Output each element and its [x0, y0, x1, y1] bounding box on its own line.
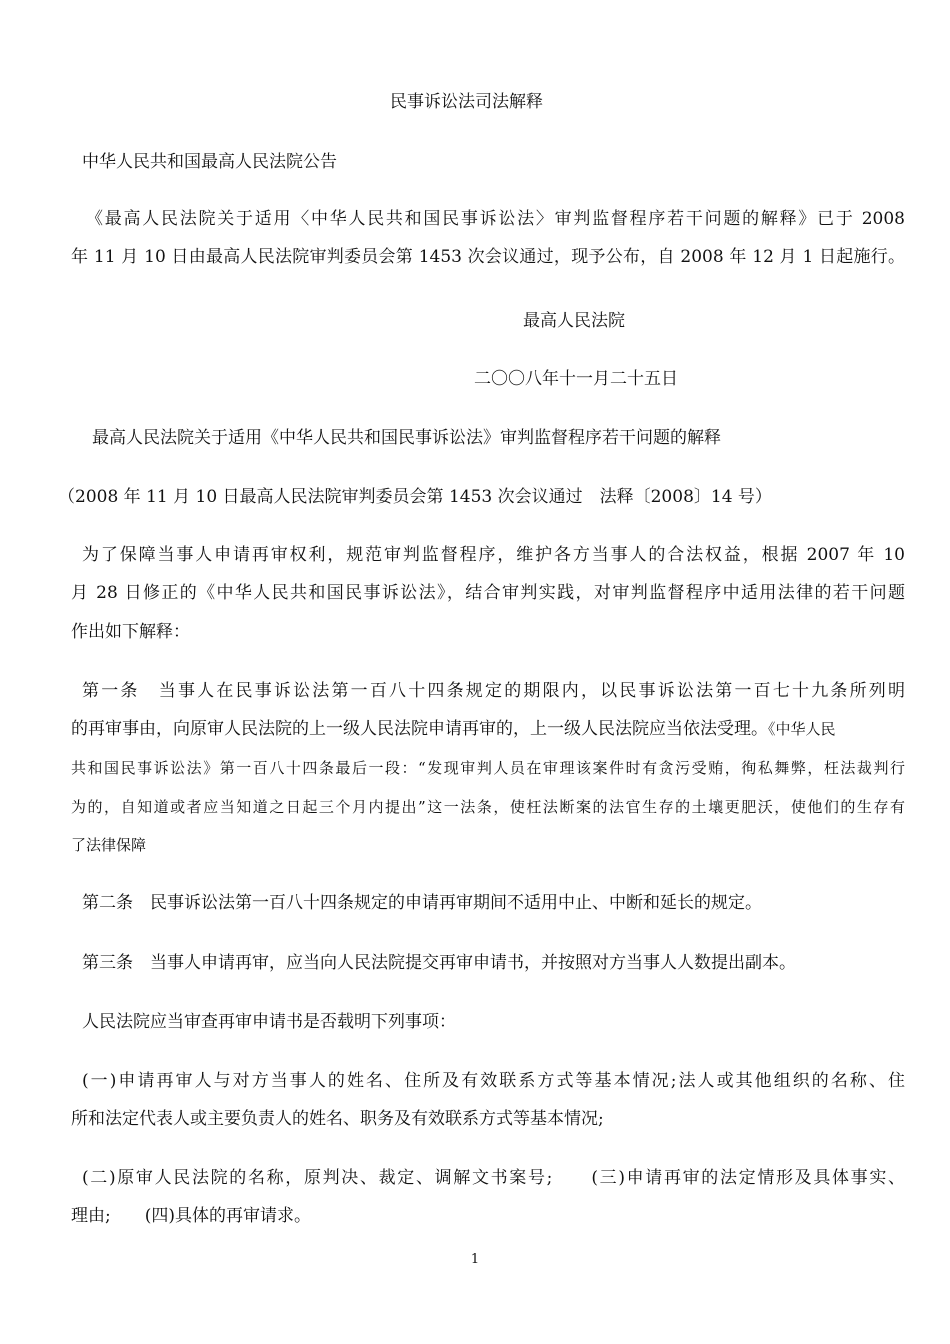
notice-line-2: 年 11 月 10 日由最高人民法院审判委员会第 1453 次会议通过，现予公布，自 2008 年 12 月 1 日起施行。 — [71, 247, 905, 267]
article-1-note-line-4: 了法律保障 — [71, 836, 147, 854]
adoption-note: （2008 年 11 月 10 日最高人民法院审判委员会第 1453 次会议通过 法释〔2008〕14 号） — [58, 487, 772, 507]
interpretation-title: 最高人民法院关于适用《中华人民共和国民事诉讼法》审判监督程序若干问题的解释 — [92, 428, 721, 448]
item-1-line-2: 所和法定代表人或主要负责人的姓名、职务及有效联系方式等基本情况; — [71, 1109, 604, 1129]
notice-line-1: 《最高人民法院关于适用〈中华人民共和国民事诉讼法〉审判监督程序若干问题的解释》已于 2008 — [86, 209, 905, 229]
article-1-note-line-3: 为的，自知道或者应当知道之日起三个月内提出”这一法条，使枉法断案的法官生存的土壤更肥沃，使他们的生存有 — [71, 798, 905, 816]
article-1-note-line-2: 共和国民事诉讼法》第一百八十四条最后一段：“发现审判人员在审理该案件时有贪污受贿，徇私舞弊，枉法裁判行 — [71, 759, 905, 777]
document-title: 民事诉讼法司法解释 — [390, 92, 543, 112]
intro-line-3: 作出如下解释： — [71, 622, 190, 642]
page-number: 1 — [470, 1252, 480, 1267]
intro-line-1: 为了保障当事人申请再审权利，规范审判监督程序，维护各方当事人的合法权益，根据 2007 年 10 — [82, 545, 905, 565]
article-2: 第二条 民事诉讼法第一百八十四条规定的申请再审期间不适用中止、中断和延长的规定。 — [82, 893, 762, 913]
article-1-line-2 — [71, 717, 836, 741]
notice-heading: 中华人民共和国最高人民法院公告 — [82, 152, 337, 172]
item-1-line-1: (一)申请再审人与对方当事人的姓名、住所及有效联系方式等基本情况;法人或其他组织的名称、住 — [82, 1071, 905, 1091]
article-1-line-1: 第一条 当事人在民事诉讼法第一百八十四条规定的期限内，以民事诉讼法第一百七十九条所列明 — [82, 681, 905, 701]
article-1-note-start: 《中华人民 — [768, 720, 836, 738]
signature: 最高人民法院 — [523, 311, 625, 331]
review-intro: 人民法院应当审查再审申请书是否载明下列事项： — [82, 1012, 456, 1032]
article-1-text: 的再审事由，向原审人民法院的上一级人民法院申请再审的，上一级人民法院应当依法受理。 — [71, 719, 768, 739]
items-3-4-line-2: 理由; (四)具体的再审请求。 — [71, 1206, 311, 1226]
items-2-3-line-1: (二)原审人民法院的名称，原判决、裁定、调解文书案号; (三)申请再审的法定情形及具体事实、 — [82, 1168, 905, 1188]
issue-date: 二〇〇八年十一月二十五日 — [474, 369, 678, 389]
article-3: 第三条 当事人申请再审，应当向人民法院提交再审申请书，并按照对方当事人人数提出副本。 — [82, 953, 796, 973]
intro-line-2: 月 28 日修正的《中华人民共和国民事诉讼法》，结合审判实践，对审判监督程序中适用法律的若干问题 — [71, 583, 905, 603]
